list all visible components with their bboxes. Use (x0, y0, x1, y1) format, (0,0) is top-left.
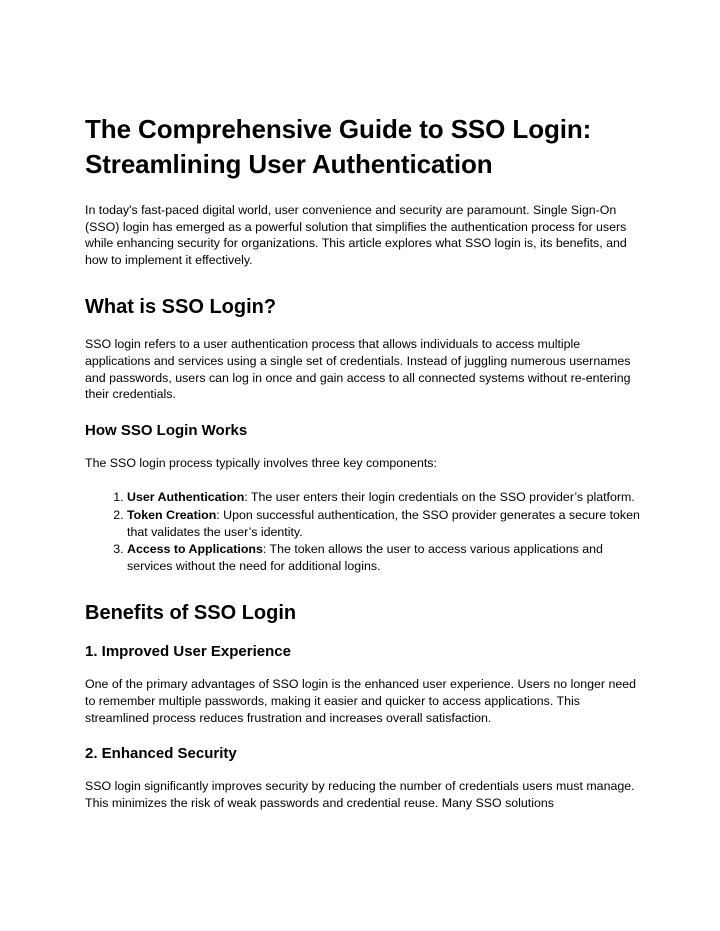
list-item (127, 507, 640, 540)
document-content (85, 112, 640, 829)
how-works-paragraph: The SSO login process typically involves three key components: (85, 455, 437, 470)
intro-paragraph: In today's fast-paced digital world, user convenience and security are paramount. Single Sign-On (SSO) login has emerged as a powerful solution that simplifies the authentication process for users while enhancing security for organizations. This article explores what SSO login is, its benefits, and how to implement it effectively. (85, 203, 627, 267)
list-item (127, 489, 640, 506)
document-title: The Comprehensive Guide to SSO Login: Streamlining User Authentication (85, 114, 592, 179)
heading-enhanced-security: 2. Enhanced Security (85, 745, 237, 763)
list-item-term: User Authentication (127, 490, 245, 505)
components-list (85, 489, 640, 574)
heading-how-sso-works: How SSO Login Works (85, 421, 248, 439)
improved-experience-paragraph: One of the primary advantages of SSO login is the enhanced user experience. Users no longer need to remember multiple passwords, making it easier and quicker to access applications. This streamlined process reduces frustration and increases overall satisfaction. (85, 677, 637, 725)
heading-benefits: Benefits of SSO Login (85, 602, 297, 625)
list-item-text: : Upon successful authentication, the SSO provider generates a secure token that validates the user’s identity. (127, 507, 640, 539)
heading-improved-user-experience: 1. Improved User Experience (85, 643, 291, 661)
list-item (127, 541, 640, 574)
heading-what-is-sso: What is SSO Login? (85, 296, 277, 319)
what-is-paragraph: SSO login refers to a user authentication process that allows individuals to access multiple applications and services using a single set of credentials. Instead of juggling numerous usernames and passwords, users can log in once and gain access to all connected systems without re-entering their credentials. (85, 337, 631, 402)
list-item-text: : The user enters their login credentials on the SSO provider’s platform. (244, 490, 635, 505)
list-item-term: Token Creation (127, 507, 217, 522)
list-item-text: : The token allows the user to access various applications and services without the need for additional logins. (127, 542, 603, 573)
enhanced-security-paragraph: SSO login significantly improves security by reducing the number of credentials users must manage. This minimizes the risk of weak passwords and credential reuse. Many SSO solutions (85, 779, 635, 810)
list-item-term: Access to Applications (127, 542, 263, 557)
